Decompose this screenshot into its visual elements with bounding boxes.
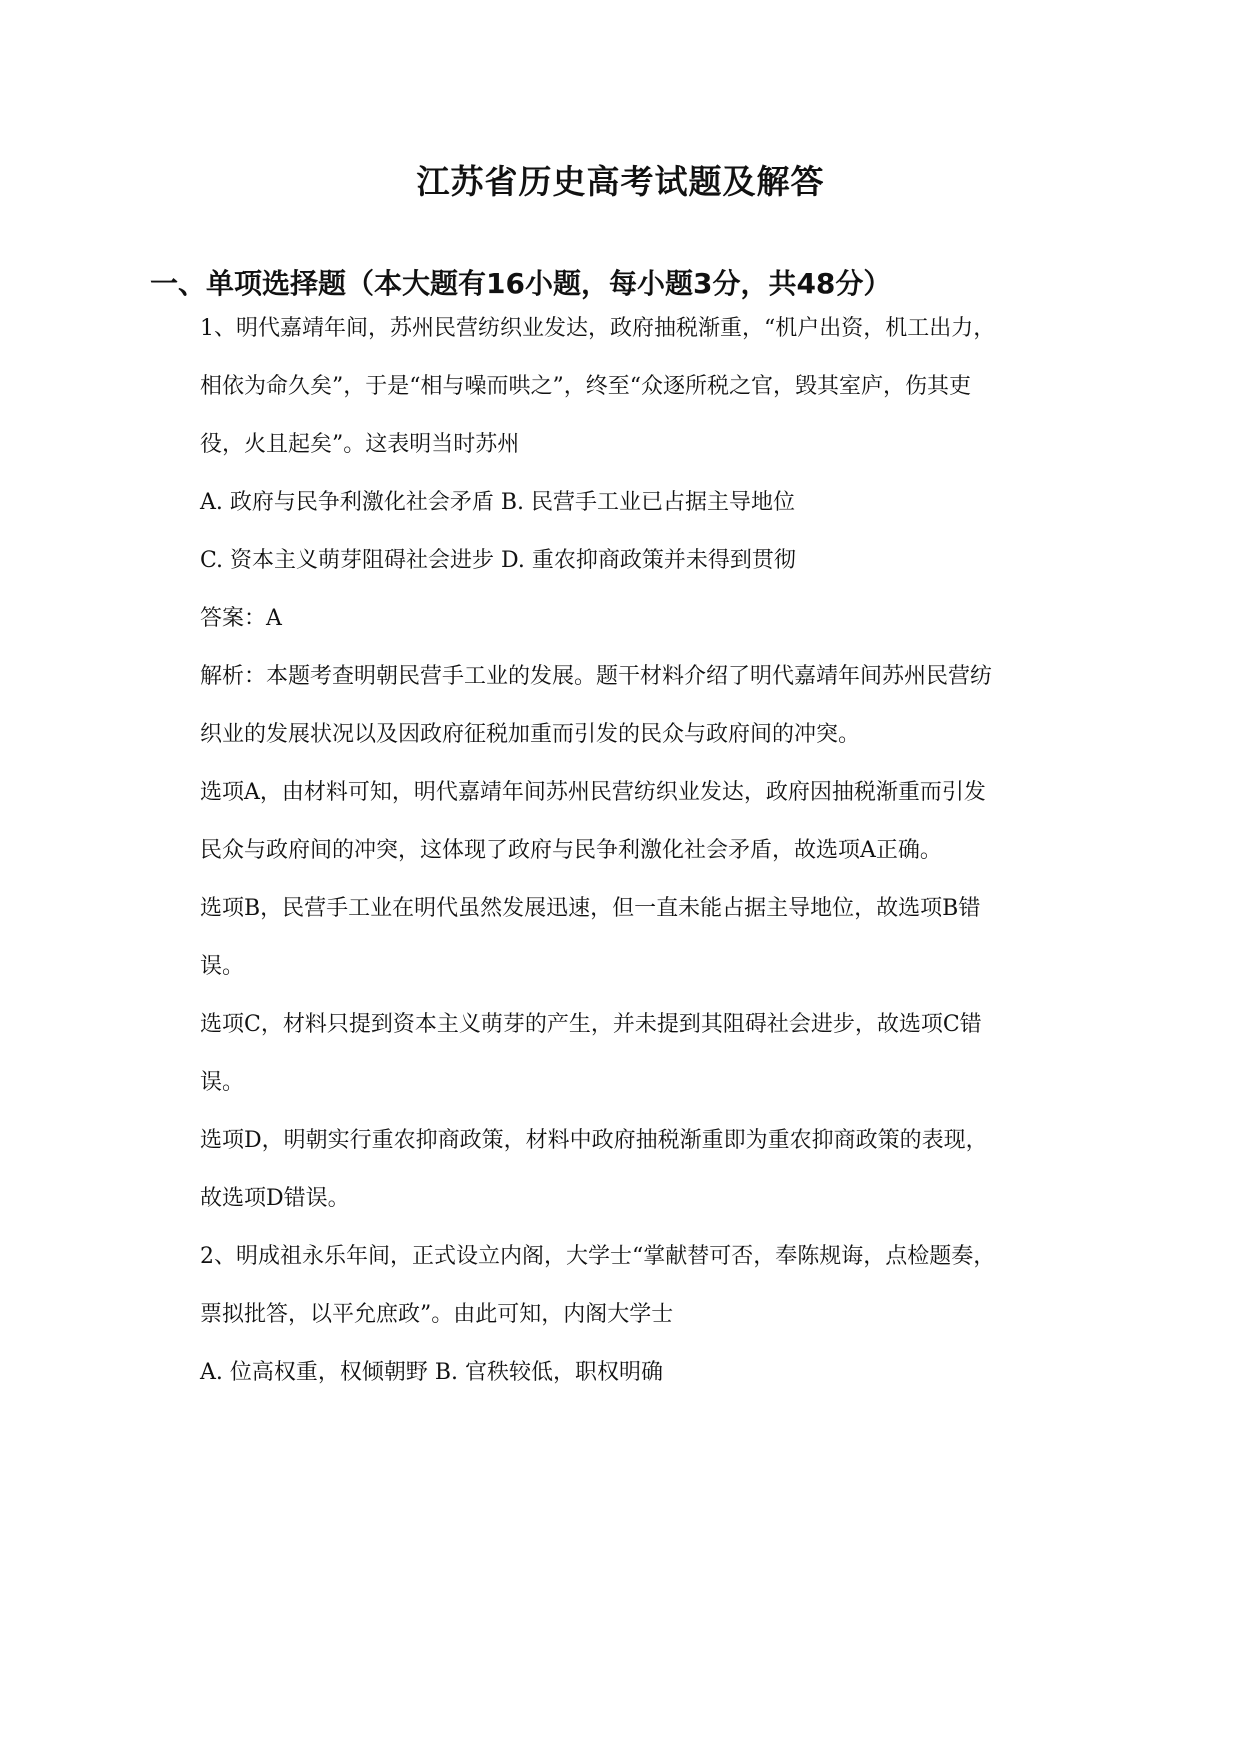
q1-options-cd: C. 资本主义萌芽阻碍社会进步 D. 重农抑商政策并未得到贯彻 <box>200 548 796 573</box>
q1-option-b-analysis-line-1: 选项B，民营手工业在明代虽然发展迅速，但一直未能占据主导地位，故选项B错 <box>200 896 981 921</box>
q1-options-ab: A. 政府与民争利激化社会矛盾 B. 民营手工业已占据主导地位 <box>200 490 796 515</box>
q1-option-b-analysis-line-2: 误。 <box>200 954 245 979</box>
q1-analysis-line-2: 织业的发展状况以及因政府征税加重而引发的民众与政府间的冲突。 <box>200 722 861 747</box>
q1-stem-line-3: 役，火且起矣”。这表明当时苏州 <box>200 432 520 457</box>
q1-option-d-analysis-line-1: 选项D，明朝实行重农抑商政策，材料中政府抽税渐重即为重农抑商政策的表现， <box>200 1128 988 1153</box>
q2-stem-line-2: 票拟批答，以平允庶政”。由此可知，内阁大学士 <box>200 1302 674 1327</box>
q2-stem-line-1: 2、明成祖永乐年间，正式设立内阁，大学士“掌献替可否，奉陈规诲，点检题奏， <box>200 1244 996 1269</box>
section-heading: 一、单项选择题（本大题有16小题，每小题3分，共48分） <box>150 267 892 300</box>
q1-answer: 答案：A <box>200 606 282 631</box>
q1-stem-line-1: 1、明代嘉靖年间，苏州民营纺织业发达，政府抽税渐重，“机户出资，机工出力， <box>200 316 996 341</box>
q1-option-c-analysis-line-2: 误。 <box>200 1070 245 1095</box>
q1-analysis-line-1: 解析：本题考查明朝民营手工业的发展。题干材料介绍了明代嘉靖年间苏州民营纺 <box>200 664 993 689</box>
q1-option-d-analysis-line-2: 故选项D错误。 <box>200 1186 350 1211</box>
q1-option-a-analysis-line-2: 民众与政府间的冲突，这体现了政府与民争利激化社会矛盾，故选项A正确。 <box>200 838 942 863</box>
q2-options-ab: A. 位高权重，权倾朝野 B. 官秩较低，职权明确 <box>200 1360 664 1385</box>
q1-option-c-analysis-line-1: 选项C，材料只提到资本主义萌芽的产生，并未提到其阻碍社会进步，故选项C错 <box>200 1012 982 1037</box>
page-title: 江苏省历史高考试题及解答 <box>416 162 825 201</box>
q1-option-a-analysis-line-1: 选项A，由材料可知，明代嘉靖年间苏州民营纺织业发达，政府因抽税渐重而引发 <box>200 780 986 805</box>
q1-stem-line-2: 相依为命久矣”，于是“相与噪而哄之”，终至“众逐所税之官，毁其室庐，伤其吏 <box>200 374 971 399</box>
